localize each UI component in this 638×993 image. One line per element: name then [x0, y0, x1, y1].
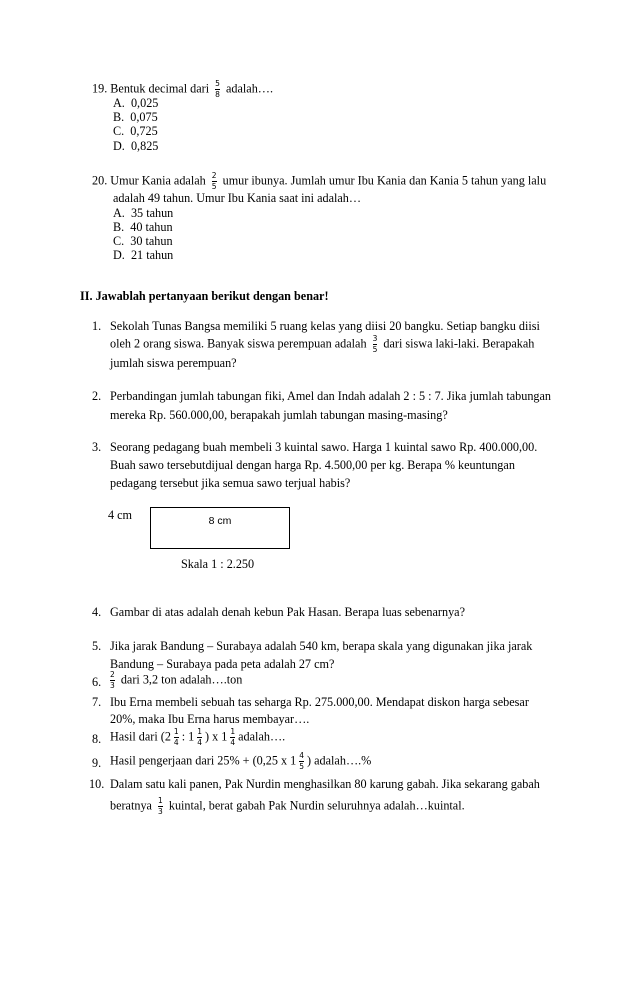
e1-line2: oleh 2 orang siswa. Banyak siswa perempuan adalah $\frac{3}{5}$ dari siswa laki-laki. Berapakah [110, 334, 535, 354]
e6-fraction: $\frac{2}{3}$ [110, 670, 115, 690]
q20-line1: 20. Umur Kania adalah $\frac{2}{5}$ umur ibunya. Jumlah umur Ibu Kania dan Kania 5 tahun yang lalu [92, 171, 547, 191]
q20-number: 20. [92, 173, 108, 188]
e9-number: 9. [92, 756, 102, 770]
e10-line2: beratnya $\frac{1}{3}$ kuintal, berat gabah Pak Nurdin seluruhnya adalah…kuintal. [110, 796, 465, 816]
e9-fraction: $\frac{4}{5}$ [299, 751, 305, 771]
land-plan-rectangle [150, 507, 290, 549]
q19-option-a: A. 0,025 [113, 96, 159, 110]
q20-option-d: D. 21 tahun [113, 248, 174, 262]
q19-text-pre: Bentuk decimal dari [110, 81, 210, 96]
e5-line1: Jika jarak Bandung – Surabaya adalah 540 km, berapa skala yang digunakan jika jarak [110, 639, 533, 653]
q19-fraction: $\frac{5}{8}$ [215, 79, 220, 99]
e3-line2: Buah sawo tersebutdijual dengan harga Rp. 4.500,00 per kg. Berapa % keuntungan [110, 458, 515, 472]
e1-line3: jumlah siswa perempuan? [110, 356, 237, 370]
q20-fraction: $\frac{2}{5}$ [211, 171, 217, 191]
e3-number: 3. [92, 440, 102, 454]
e8-fraction-3: $\frac{1}{4}$ [230, 727, 236, 747]
e1-fraction: $\frac{3}{5}$ [372, 334, 378, 354]
q19-number: 19. [92, 81, 108, 96]
e8-line: Hasil dari (2 $\frac{1}{4}$ : 1 $\frac{1}{4}$ ) x 1 $\frac{1}{4}$ adalah…. [110, 727, 286, 747]
e7-line1: Ibu Erna membeli sebuah tas seharga Rp. 275.000,00. Mendapat diskon harga sebesar [110, 695, 529, 709]
e4-number: 4. [92, 605, 102, 619]
e2-number: 2. [92, 389, 102, 403]
e3-line1: Seorang pedagang buah membeli 3 kuintal sawo. Harga 1 kuintal sawo Rp. 400.000,00. [110, 440, 538, 454]
e10-fraction: $\frac{1}{3}$ [158, 796, 163, 816]
e7-line2: 20%, maka Ibu Erna harus membayar…. [110, 712, 310, 726]
q19-option-c: C. 0,725 [113, 124, 158, 138]
section-heading: II. Jawablah pertanyaan berikut dengan benar! [80, 289, 329, 303]
q20-option-b: B. 40 tahun [113, 220, 173, 234]
e2-line1: Perbandingan jumlah tabungan fiki, Amel dan Indah adalah 2 : 5 : 7. Jika jumlah tabungan [110, 389, 552, 403]
figure-scale: Skala 1 : 2.250 [181, 557, 255, 571]
q19-option-d: D. 0,825 [113, 139, 159, 153]
e5-line2: Bandung – Surabaya pada peta adalah 27 cm? [110, 657, 335, 671]
q20-option-c: C. 30 tahun [113, 234, 173, 248]
figure-top-label: 8 cm [208, 515, 232, 527]
e6-number: 6. [92, 675, 102, 689]
q19-option-b: B. 0,075 [113, 110, 158, 124]
e4-text: Gambar di atas adalah denah kebun Pak Hasan. Berapa luas sebenarnya? [110, 605, 465, 619]
e1-line1: Sekolah Tunas Bangsa memiliki 5 ruang kelas yang diisi 20 bangku. Setiap bangku diisi [110, 319, 540, 333]
q19-text-post: adalah…. [225, 81, 274, 96]
e6-line: $\frac{2}{3}$ dari 3,2 ton adalah….ton [110, 670, 243, 690]
e1-number: 1. [92, 319, 102, 333]
e7-number: 7. [92, 695, 102, 709]
e8-fraction-2: $\frac{1}{4}$ [197, 727, 203, 747]
e10-line1: Dalam satu kali panen, Pak Nurdin menghasilkan 80 karung gabah. Jika sekarang gabah [110, 777, 540, 791]
e8-number: 8. [92, 732, 102, 746]
e9-line: Hasil pengerjaan dari 25% + (0,25 x 1 $\frac{4}{5}$ ) adalah….% [110, 751, 372, 771]
e3-line3: pedagang tersebut jika semua sawo terjual habis? [110, 476, 351, 490]
e5-number: 5. [92, 639, 102, 653]
q20-option-a: A. 35 tahun [113, 206, 174, 220]
q20-line2: adalah 49 tahun. Umur Ibu Kania saat ini adalah… [113, 191, 362, 205]
figure-side-label: 4 cm [108, 508, 133, 522]
e8-fraction-1: $\frac{1}{4}$ [173, 727, 179, 747]
e2-line2: mereka Rp. 560.000,00, berapakah jumlah tabungan masing-masing? [110, 408, 448, 422]
e10-number: 10. [89, 777, 105, 791]
